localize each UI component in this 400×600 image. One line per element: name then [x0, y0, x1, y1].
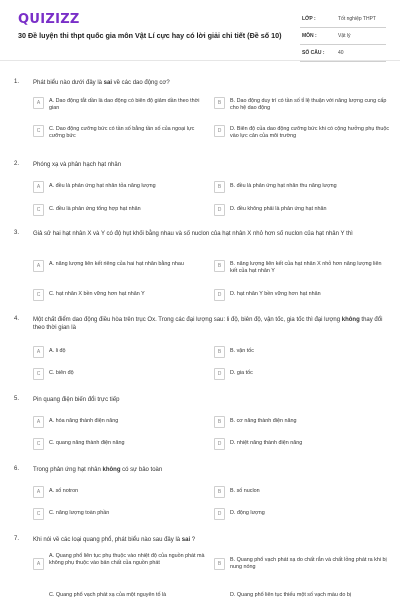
quizizz-logo: QUIZIZZ	[18, 12, 80, 27]
option-text: D. gia tốc	[230, 370, 253, 376]
option-letter: A	[33, 416, 44, 428]
option-text: C. biên độ	[49, 370, 74, 376]
meta-label: SỐ CÂU :	[302, 50, 325, 56]
worksheet-header	[0, 0, 400, 58]
meta-label: MÔN :	[302, 33, 317, 39]
option-letter: A	[33, 486, 44, 498]
option-text: C. đều là phản ứng tổng hợp hạt nhân	[49, 206, 141, 212]
option-text: C. Quang phổ vạch phát xạ của một nguyên tố là	[49, 592, 167, 598]
option-text: B. đều là phản ứng hạt nhân thu năng lượng	[230, 183, 337, 189]
option-text: C. hạt nhân X bền vững hơn hạt nhân Y	[49, 291, 145, 297]
question-text: Một chất điểm dao động điều hòa trên trục Ox. Trong các đại lượng sau: li độ, biên độ, vận tốc, gia tốc thì đại lượng không thay đổi theo thời gian là	[33, 317, 383, 331]
question-text: Phát biểu nào dưới đây là sai về các dao động cơ?	[33, 80, 170, 86]
question-text: Pin quang điện biến đổi trực tiếp	[33, 397, 120, 403]
option-letter: A	[33, 260, 44, 272]
option-text: A. số notron	[49, 488, 79, 494]
option-text: A. hóa năng thành điện năng	[49, 418, 119, 424]
option-letter: A	[33, 181, 44, 193]
option-letter: A	[33, 346, 44, 358]
question-text: Khi nói về các loại quang phổ, phát biểu nào sau đây là sai ?	[33, 537, 196, 543]
option-letter: D	[214, 204, 225, 216]
question-number: 7.	[14, 536, 20, 542]
question-text: Phóng xạ và phân hạch hạt nhân	[33, 162, 122, 168]
option-text: C. quang năng thành điện năng	[49, 440, 125, 446]
option-letter: B	[214, 181, 225, 193]
meta-row-subject	[300, 30, 386, 45]
option-letter: B	[214, 558, 225, 570]
worksheet-title: 30 Đề luyện thi thpt quốc gia môn Vật Lí cực hay có lời giải chi tiết (Đề số 10)	[18, 31, 282, 40]
option-letter: D	[214, 368, 225, 380]
option-text: B. Dao động duy trì có tần số tỉ lệ thuận với năng lượng cung cấp cho hệ dao động	[230, 98, 387, 111]
option-letter: B	[214, 416, 225, 428]
option-text: A. Quang phổ liên tục phụ thuộc vào nhiệt độ của nguồn phát mà không phụ thuộc vào bản chất của nguồn phát	[49, 553, 205, 566]
meta-value: 40	[338, 50, 344, 56]
meta-label: LỚP :	[302, 16, 316, 22]
option-text: B. vận tốc	[230, 348, 254, 354]
option-letter: C	[33, 289, 44, 301]
question-text: Trong phản ứng hạt nhân không có sự bảo toàn	[33, 467, 163, 473]
question-number: 4.	[14, 316, 20, 322]
question-number: 2.	[14, 161, 20, 167]
option-text: C. Dao động cưỡng bức có tần số bằng tần số của ngoại lực cưỡng bức	[49, 126, 195, 139]
option-letter: D	[214, 508, 225, 520]
option-text: B. năng lượng liên kết của hạt nhân X nhỏ hơn năng lượng liên kết của hạt nhân Y	[230, 261, 382, 274]
option-text: D. Biên độ của dao động cưỡng bức khi có cộng hưởng phụ thuộc vào lực cản của môi trường	[230, 126, 390, 139]
option-letter: D	[214, 125, 225, 137]
question-number: 6.	[14, 466, 20, 472]
option-text: A. năng lượng liên kết riêng của hai hạt nhân bằng nhau	[49, 261, 184, 267]
option-letter: C	[33, 508, 44, 520]
worksheet-meta	[300, 13, 386, 64]
option-letter: D	[214, 289, 225, 301]
option-letter: C	[33, 438, 44, 450]
question-text: Giả sử hai hạt nhân X và Y có độ hụt khối bằng nhau và số nuclon của hạt nhân X nhỏ hơn số nuclon của hạt nhân Y thì	[33, 231, 353, 237]
option-letter: C	[33, 125, 44, 137]
option-text: B. cơ năng thành điện năng	[230, 418, 297, 424]
question-number: 3.	[14, 230, 20, 236]
option-letter: C	[33, 368, 44, 380]
option-letter: A	[33, 558, 44, 570]
meta-row-grade	[300, 13, 386, 28]
meta-value: Tốt nghiệp THPT	[338, 16, 376, 22]
option-text: A. đều là phản ứng hạt nhân tỏa năng lượng	[49, 183, 156, 189]
option-text: D. hạt nhân Y bền vững hơn hạt nhân	[230, 291, 321, 297]
option-letter: B	[214, 486, 225, 498]
option-letter: B	[214, 97, 225, 109]
option-text: A. Dao động tắt dần là dao động có biên độ giảm dần theo thời gian	[49, 98, 200, 111]
option-letter: A	[33, 97, 44, 109]
option-text: C. năng lượng toàn phần	[49, 510, 110, 516]
option-letter: C	[33, 204, 44, 216]
option-text: A. li độ	[49, 348, 66, 354]
option-letter: B	[214, 346, 225, 358]
option-text: B. số nuclon	[230, 488, 260, 494]
option-text: D. nhiệt năng thành điện năng	[230, 440, 303, 446]
question-number: 1.	[14, 79, 20, 85]
option-letter: B	[214, 260, 225, 272]
option-text: D. Quang phổ liên tục thiếu một số vạch màu do bị	[230, 592, 352, 598]
meta-value: Vật lý	[338, 33, 351, 39]
option-text: B. Quang phổ vạch phát xạ do chất rắn và chất lỏng phát ra khi bị nung nóng	[230, 557, 387, 570]
question-number: 5.	[14, 396, 20, 402]
option-text: D. đều không phải là phản ứng hạt nhân	[230, 206, 327, 212]
header-divider	[0, 60, 400, 61]
option-letter: D	[214, 438, 225, 450]
option-text: D. động lượng	[230, 510, 265, 516]
